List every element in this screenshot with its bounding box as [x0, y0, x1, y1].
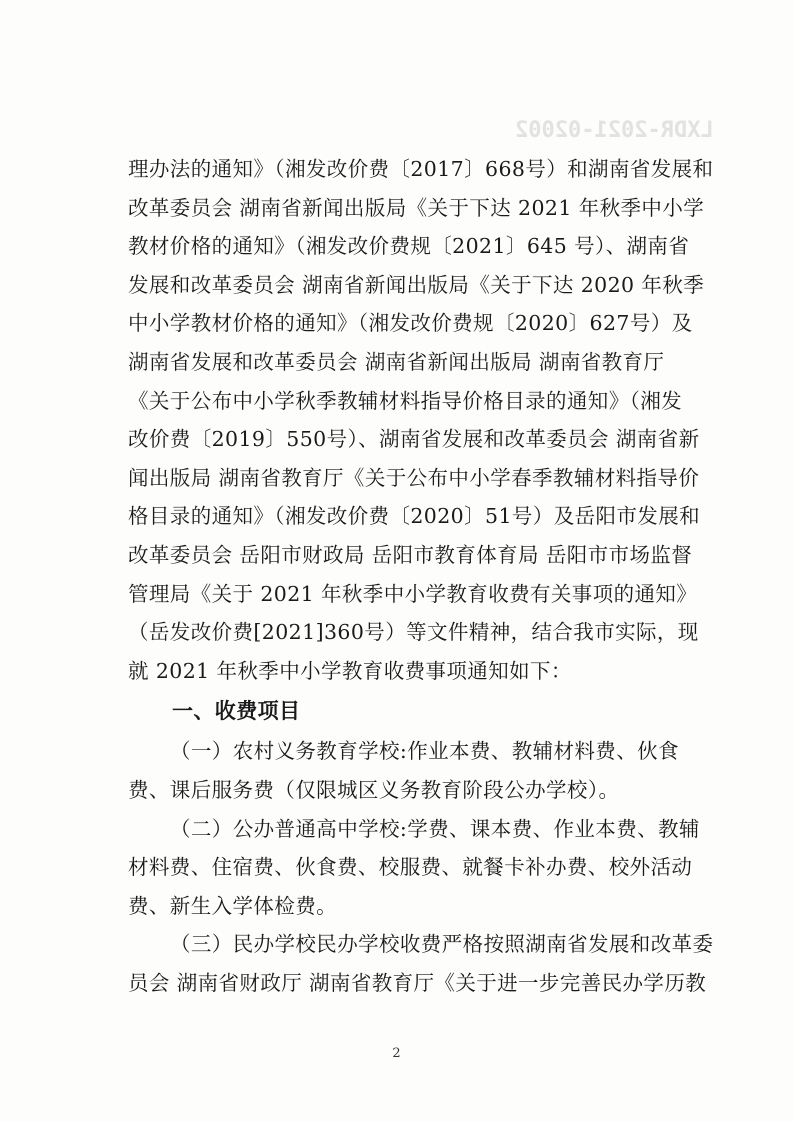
paragraph-line: 改价费〔2019〕550号）、湖南省发展和改革委员会 湖南省新 [128, 427, 700, 452]
item-line: （一）农村义务教育学校:作业本费、教辅材料费、伙食 [170, 739, 679, 764]
item-line: 材料费、住宿费、伙食费、校服费、就餐卡补办费、校外活动 [128, 855, 693, 880]
paragraph-line: （岳发改价费[2021]360号）等文件精神，结合我市实际，现 [128, 620, 699, 645]
item-line: （三）民办学校民办学校收费严格按照湖南省发展和改革委 [170, 932, 714, 957]
body-text [128, 150, 728, 1002]
item-line: （二）公办普通高中学校:学费、课本费、作业本费、教辅 [170, 816, 700, 841]
paragraph-line: 《关于公布中小学秋季教辅材料指导价格目录的通知》（湘发 [128, 388, 683, 413]
page-number: 2 [392, 1046, 401, 1061]
paragraph-line: 闻出版局 湖南省教育厅《关于公布中小学春季教辅材料指导价 [128, 465, 700, 490]
paragraph-line: 改革委员会 岳阳市财政局 岳阳市教育体育局 岳阳市市场监督 [128, 542, 693, 567]
paragraph-line: 教材价格的通知》（湘发改价费规〔2021〕645 号）、湖南省 [128, 234, 690, 259]
paragraph-line: 发展和改革委员会 湖南省新闻出版局《关于下达 2020 年秋季 [128, 272, 705, 297]
section-heading: 一、收费项目 [172, 699, 301, 724]
paragraph-line: 就 2021 年秋季中小学教育收费事项通知如下： [128, 658, 572, 683]
item-line: 员会 湖南省财政厅 湖南省教育厅《关于进一步完善民办学历教 [128, 970, 707, 995]
paragraph-line: 湖南省发展和改革委员会 湖南省新闻出版局 湖南省教育厅 [128, 349, 665, 374]
item-line: 费、课后服务费（仅限城区义务教育阶段公办学校）。 [128, 777, 620, 802]
item-line: 费、新生入学体检费。 [128, 893, 337, 918]
bleed-through-doc-code: LXDR-2021-02002 [515, 118, 714, 143]
paragraph-line: 中小学教材价格的通知》（湘发改价费规〔2020〕627号）及 [128, 311, 693, 336]
paragraph-line: 格目录的通知》（湘发改价费〔2020〕51号）及岳阳市发展和 [128, 504, 701, 529]
paragraph-line: 管理局《关于 2021 年秋季中小学教育收费有关事项的通知》 [128, 581, 698, 606]
paragraph-line: 理办法的通知》（湘发改价费〔2017〕668号）和湖南省发展和 [128, 157, 714, 181]
paragraph-line: 改革委员会 湖南省新闻出版局《关于下达 2021 年秋季中小学 [128, 195, 705, 220]
